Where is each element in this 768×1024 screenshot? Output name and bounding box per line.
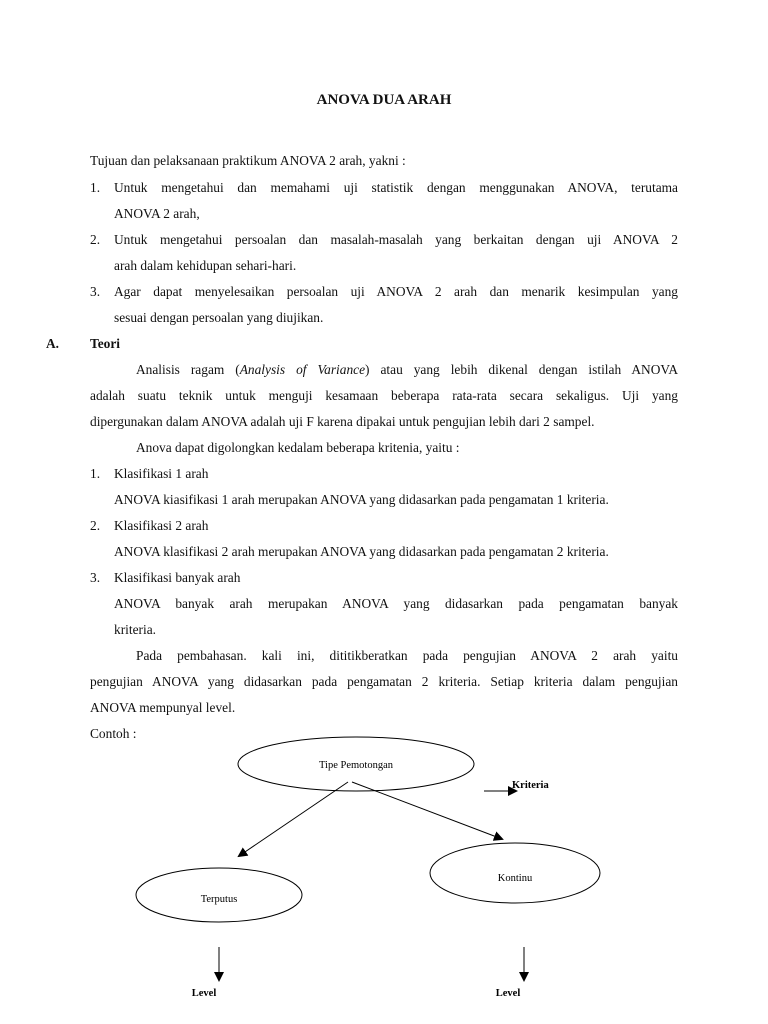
classification-2-name: Klasifikasi 2 arah bbox=[114, 518, 209, 533]
theory-paragraph-3-line-1: Pada pembahasan. kali ini, dititikberatkan pada pengujian ANOVA 2 arah yaitu bbox=[136, 648, 678, 663]
objective-2-line-1: Untuk mengetahui persoalan dan masalah-masalah yang berkaitan dengan uji ANOVA 2 bbox=[114, 232, 678, 247]
objective-1-line-2: ANOVA 2 arah, bbox=[114, 206, 200, 221]
theory-paragraph-2: Anova dapat digolongkan kedalam beberapa kritenia, yaitu : bbox=[136, 440, 460, 455]
theory-paragraph-1-line-2: adalah suatu teknik untuk menguji kesamaan beberapa rata-rata secara sekaligus. Uji yang bbox=[90, 388, 678, 403]
objective-1-line-1: Untuk mengetahui dan memahami uji statistik dengan menggunakan ANOVA, terutama bbox=[114, 180, 678, 195]
document-title: ANOVA DUA ARAH bbox=[316, 92, 452, 108]
objective-2-line-2: arah dalam kehidupan sehari-hari. bbox=[114, 258, 297, 273]
criteria-label: Kriteria bbox=[512, 780, 549, 791]
classification-3-desc-line-2: kriteria. bbox=[114, 622, 157, 637]
theory-p1-post: ) atau yang lebih dikenal dengan istilah ANOVA bbox=[365, 362, 678, 377]
level-left-label: Level bbox=[191, 988, 217, 999]
classification-1-number: 1. bbox=[90, 466, 101, 481]
classification-2-number: 2. bbox=[90, 518, 101, 533]
terputus-label: Terputus bbox=[200, 894, 238, 905]
classification-3-number: 3. bbox=[90, 570, 101, 585]
objective-1-number: 1. bbox=[90, 180, 101, 195]
classification-3-name: Klasifikasi banyak arah bbox=[114, 570, 241, 585]
classification-1-desc: ANOVA kiasifikasi 1 arah merupakan ANOVA yang didasarkan pada pengamatan 1 kriteria. bbox=[114, 492, 609, 507]
classification-2-desc: ANOVA klasifikasi 2 arah merupakan ANOVA yang didasarkan pada pengamatan 2 kriteria. bbox=[114, 544, 609, 559]
section-a-letter: A. bbox=[46, 336, 60, 351]
example-label: Contoh : bbox=[90, 726, 137, 741]
level-right-label: Level bbox=[495, 988, 521, 999]
section-a-heading: Teori bbox=[90, 336, 121, 351]
theory-p1-italic: Analysis of Variance bbox=[239, 362, 366, 377]
theory-paragraph-1-line-3: dipergunakan dalam ANOVA adalah uji F karena dipakai untuk pengujian lebih dari 2 sampel. bbox=[90, 414, 595, 429]
theory-p1-pre: Analisis ragam ( bbox=[136, 362, 240, 377]
kontinu-label: Kontinu bbox=[497, 873, 533, 884]
classification-3-desc-line-1: ANOVA banyak arah merupakan ANOVA yang didasarkan pada pengamatan banyak bbox=[114, 596, 678, 611]
objective-2-number: 2. bbox=[90, 232, 101, 247]
theory-paragraph-3-line-3: ANOVA mempunyal level. bbox=[90, 700, 236, 715]
intro-text: Tujuan dan pelaksanaan praktikum ANOVA 2 arah, yakni : bbox=[90, 153, 406, 168]
objective-3-line-1: Agar dapat menyelesaikan persoalan uji ANOVA 2 arah dan menarik kesimpulan yang bbox=[114, 284, 678, 299]
arrow-to-terputus bbox=[239, 782, 348, 856]
root-label: Tipe Pemotongan bbox=[319, 760, 393, 771]
classification-1-name: Klasifikasi 1 arah bbox=[114, 466, 209, 481]
objective-3-line-2: sesuai dengan persoalan yang diujikan. bbox=[114, 310, 324, 325]
arrow-to-kontinu bbox=[352, 782, 502, 839]
objective-3-number: 3. bbox=[90, 284, 101, 299]
theory-paragraph-3-line-2: pengujian ANOVA yang didasarkan pada pengamatan 2 kriteria. Setiap kriteria dalam pengujian bbox=[90, 674, 678, 689]
